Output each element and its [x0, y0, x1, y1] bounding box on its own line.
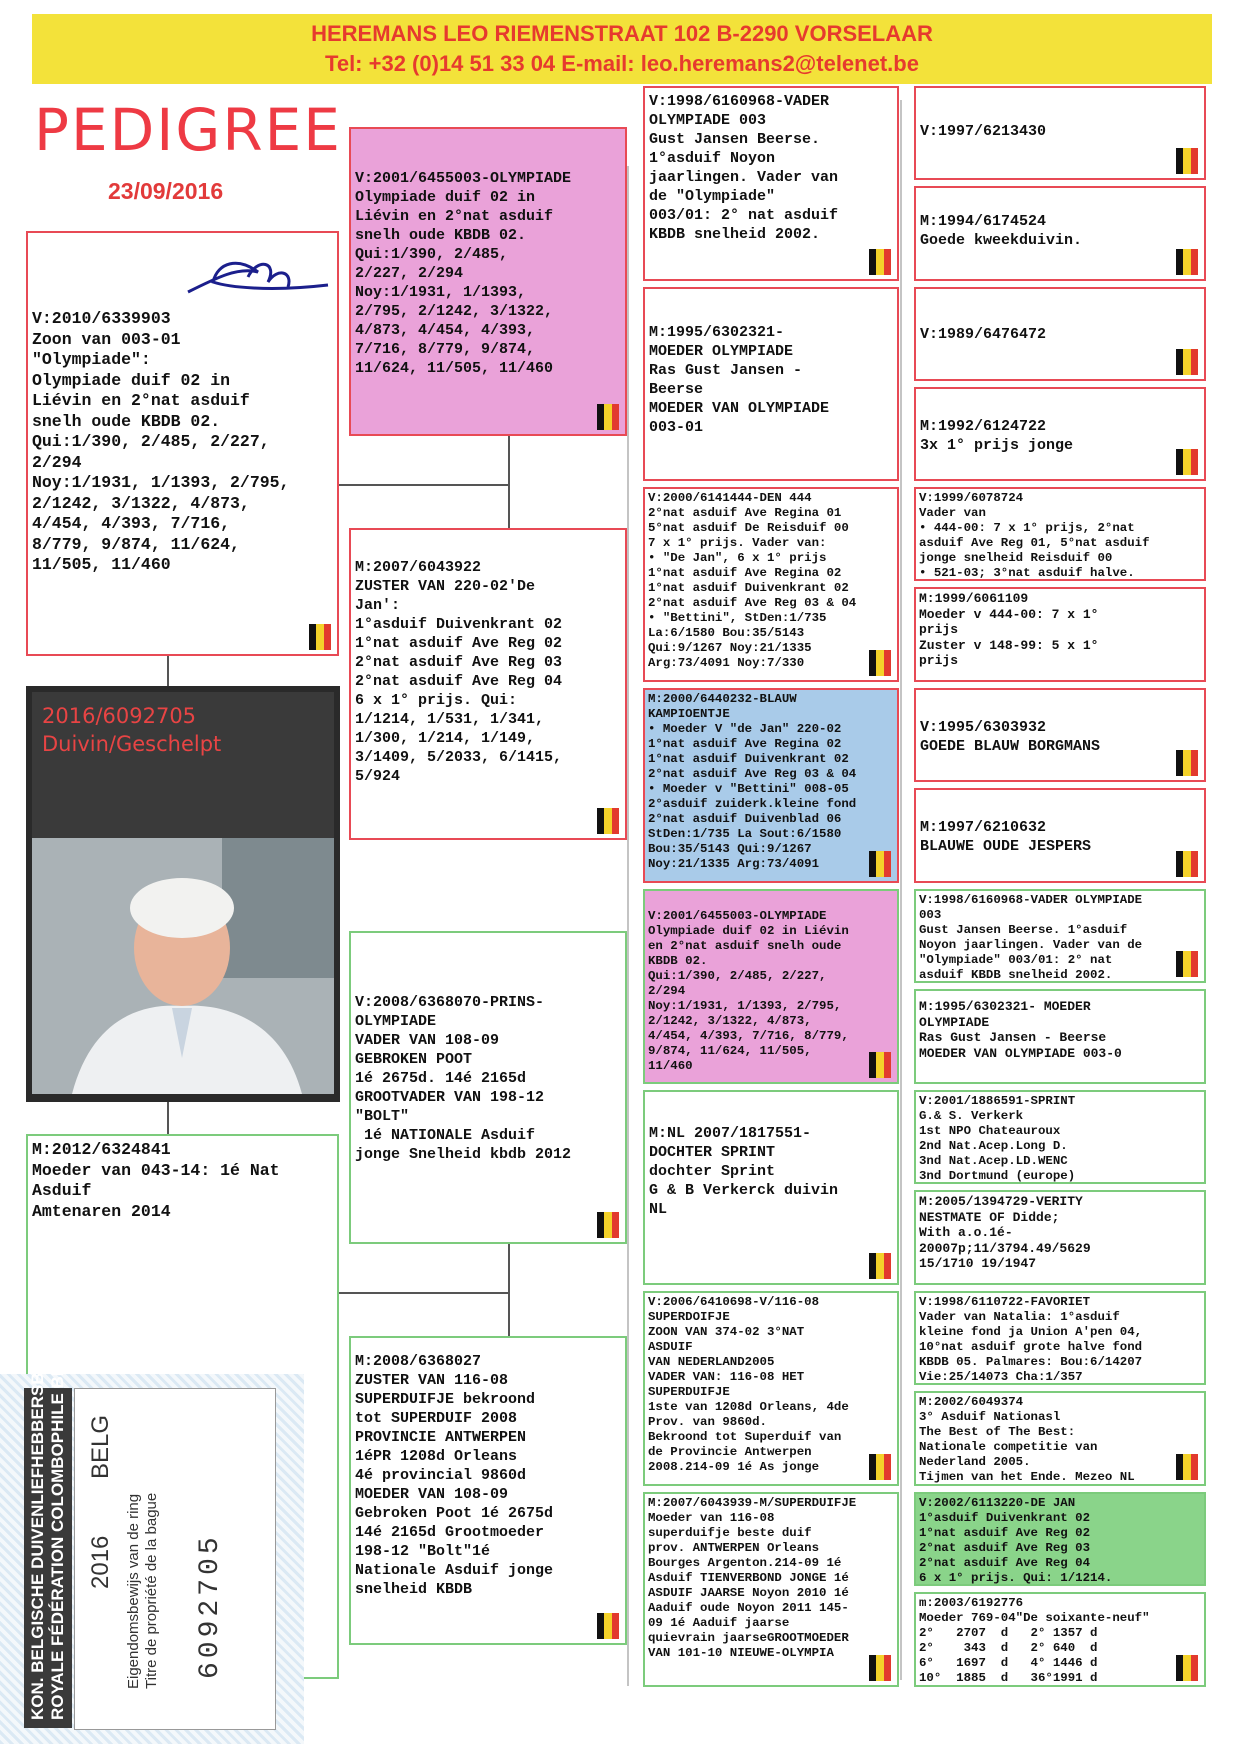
ring-certificate-band — [24, 1329, 72, 1728]
belgium-flag-icon — [597, 1613, 619, 1639]
ring-number: 6092705 — [195, 1533, 226, 1679]
belgium-flag-icon — [1176, 148, 1198, 174]
gen3-box-g — [643, 1291, 899, 1486]
dam-sire-text: V:2008/6368070-PRINS- OLYMPIADE VADER VAN 108-09 GEBROKEN POOT 1é 2675d. 14é 2165d GROOTVADER VAN 198-12 "BOLT" 1é NATIONALE Asduif jonge Snelheid kbdb 2012 — [355, 994, 572, 1163]
photo-ring-number: 2016/6092705 — [42, 704, 197, 728]
gen3-box-a — [643, 86, 899, 281]
ring-year: 2016 — [87, 1535, 114, 1589]
belgium-flag-icon — [309, 624, 331, 650]
belgium-flag-icon — [869, 851, 891, 877]
gen4-box-m — [914, 1291, 1206, 1385]
photo-caption — [42, 702, 221, 758]
gen4-text-m: V:1998/6110722-FAVORIET Vader van Natalia: 1°asduif kleine fond ja Union A'pen 04, 10°nat asduif grote halve fond KBDB 05. Palmares: Bou:6/14207 Vie:25/14073 Cha:1/357 — [919, 1295, 1143, 1384]
gen4-text-d: M:1992/6124722 3x 1° prijs jonge — [920, 418, 1074, 454]
person-icon — [32, 838, 334, 1094]
ring-org-names — [28, 1330, 68, 1720]
pigeon-owner-photo — [26, 686, 340, 1102]
gen4-text-l: M:2005/1394729-VERITY NESTMATE OF Didde; With a.o.1é- 20007p;11/3794.49/5629 15/1710 19/1947 — [919, 1194, 1091, 1272]
connector-line — [508, 436, 510, 528]
connector-line — [337, 484, 509, 486]
gen4-text-f: M:1999/6061109 Moeder v 444-00: 7 x 1° prijs Zuster v 148-99: 5 x 1° prijs — [919, 591, 1099, 669]
gen4-box-i — [914, 889, 1206, 983]
belgium-flag-icon — [1176, 1655, 1198, 1681]
gen4-text-k: V:2001/1886591-SPRINT G.& S. Verkerk 1st NPO Chateauroux 2nd Nat.Acep.Long D. 3nd Nat.Acep.LD.WENC 3nd Dortmund (europe) — [919, 1094, 1076, 1183]
ring-certificate-card — [74, 1388, 276, 1730]
gen4-box-a — [914, 86, 1206, 180]
ring-country: BELG — [87, 1414, 114, 1479]
contact-line-address: HEREMANS LEO RIEMENSTRAAT 102 B-2290 VORSELAAR — [311, 21, 933, 46]
connector-line — [167, 1102, 169, 1134]
gen3-box-c — [643, 487, 899, 682]
connector-line — [337, 1292, 509, 1294]
gen3-box-f — [643, 1090, 899, 1285]
sire-box — [349, 127, 627, 436]
belgium-flag-icon — [869, 1454, 891, 1480]
gen3-text-h: M:2007/6043939-M/SUPERDUIFJE Moeder van 116-08 superduifje beste duif prov. ANTWERPEN Orleans Bourges Argenton.214-09 1é Asduif TIENVERBOND JONGE 1é ASDUIF JAARSE Noyon 2010 1é Aaduif oude Noyon 2011 145- 09 1é Aaduif jaarse quievrain jaarseGROOTMOEDER VAN 101-10 NIEUWE-OLYMPIA — [648, 1496, 857, 1660]
photo-description: Duivin/Geschelpt — [42, 732, 222, 756]
gen4-box-e — [914, 487, 1206, 581]
gen4-text-b: M:1994/6174524 Goede kweekduivin. — [920, 213, 1083, 249]
gen4-box-d — [914, 387, 1206, 481]
belgium-flag-icon — [1176, 1454, 1198, 1480]
ring-label-dutch: Eigendomsbewijs van de ring — [125, 1493, 142, 1689]
gen4-box-c — [914, 287, 1206, 381]
gen4-box-f — [914, 587, 1206, 682]
ring-org-french: ROYALE FÉDÉRATION COLOMBOPHILE BELGE — [48, 1329, 67, 1720]
sire-dam-text: M:2007/6043922 ZUSTER VAN 220-02'De Jan': 1°asduif Duivenkrant 02 1°nat asduif Ave Reg 02 2°nat asduif Ave Reg 03 2°nat asduif Ave Reg 04 6 x 1° prijs. Qui: 1/1214, 1/531, 1/341, 1/300, 1/214, 1/149, 3/1409, 5/2033, 6/1415, 5/924 — [355, 559, 563, 785]
contact-line-phone-email: Tel: +32 (0)14 51 33 04 E-mail: leo.heremans2@telenet.be — [325, 51, 919, 76]
sire-text: V:2001/6455003-OLYMPIADE Olympiade duif 02 in Liévin en 2°nat asduif snelh oude KBDB 02. Qui:1/390, 2/485, 2/227, 2/294 Noy:1/1931, 1/1393, 2/795, 2/1242, 3/1322, 4/873, 4/454, 4/393, 7/716, 8/779, 9/874, 11/624, 11/505, 11/460 — [355, 170, 572, 377]
gen4-text-o: V:2002/6113220-DE JAN 1°asduif Duivenkrant 02 1°nat asduif Ave Reg 02 2°nat asduif Ave Reg 03 2°nat asduif Ave Reg 04 6 x 1° prijs. Qui: 1/1214. — [919, 1496, 1113, 1585]
belgium-flag-icon — [869, 1655, 891, 1681]
ring-org-dutch: KON. BELGISCHE DUIVENLIEFHEBBERSBOND — [28, 1334, 47, 1720]
page-title: PEDIGREE — [34, 96, 342, 164]
gen4-text-e: V:1999/6078724 Vader van • 444-00: 7 x 1° prijs, 2°nat asduif Ave Reg 01, 5°nat asduif jonge snelheid Reisduif 00 • 521-03; 3°nat asduif halve. — [919, 491, 1150, 580]
gen4-box-j — [914, 989, 1206, 1084]
gen3-box-h — [643, 1492, 899, 1687]
gen4-box-p — [914, 1592, 1206, 1687]
contact-header — [32, 14, 1212, 84]
belgium-flag-icon — [869, 650, 891, 676]
gen4-text-p: m:2003/6192776 Moeder 769-04"De soixante-neuf" 2° 2707 d 2° 1357 d 2° 343 d 2° 640 d 6° 1697 d 4° 1446 d 10° 1885 d 36°1991 d — [919, 1596, 1150, 1685]
owner-portrait-image — [32, 838, 334, 1094]
gen3-box-e — [643, 889, 899, 1084]
gen4-box-g — [914, 688, 1206, 782]
gen4-text-i: V:1998/6160968-VADER OLYMPIADE 003 Gust Jansen Beerse. 1°asduif Noyon jaarlingen. Vader van de "Olympiade" 003/01: 2° nat asduif KBDB snelheid 2002. — [919, 893, 1143, 982]
connector-line — [508, 1244, 510, 1336]
belgium-flag-icon — [1176, 750, 1198, 776]
subject-dam-text: M:2012/6324841 Moeder van 043-14: 1é Nat Asduif Amtenaren 2014 — [32, 1140, 280, 1221]
connector-line — [627, 166, 629, 1686]
connector-line — [900, 100, 902, 1680]
belgium-flag-icon — [597, 1212, 619, 1238]
ring-labels — [125, 1493, 161, 1689]
dam-dam-box — [349, 1336, 627, 1645]
belgium-flag-icon — [1176, 851, 1198, 877]
subject-sire-box — [26, 231, 339, 656]
gen4-box-o — [914, 1492, 1206, 1586]
belgium-flag-icon — [869, 1052, 891, 1078]
photo-top-panel — [32, 692, 334, 838]
belgium-flag-icon — [597, 404, 619, 430]
gen4-text-j: M:1995/6302321- MOEDER OLYMPIADE Ras Gust Jansen - Beerse MOEDER VAN OLYMPIADE 003-0 — [919, 999, 1122, 1061]
belgium-flag-icon — [869, 1253, 891, 1279]
belgium-flag-icon — [1176, 349, 1198, 375]
gen4-box-b — [914, 186, 1206, 281]
ring-certificate — [0, 1329, 304, 1744]
gen3-text-g: V:2006/6410698-V/116-08 SUPERDOIFJE ZOON VAN 374-02 3°NAT ASDUIF VAN NEDERLAND2005 VADER VAN: 116-08 HET SUPERDUIFJE 1ste van 1208d Orleans, 4de Prov. van 9860d. Bekroond tot Superduif van de Provincie Antwerpen 2008.214-09 1é As jonge — [648, 1295, 849, 1474]
gen4-text-a: V:1997/6213430 — [920, 123, 1047, 140]
gen3-text-d: M:2000/6440232-BLAUW KAMPIOENTJE • Moeder V "de Jan" 220-02 1°nat asduif Ave Regina 02 1°nat asduif Duivenkrant 02 2°nat asduif Ave Reg 03 & 04 • Moeder v "Bettini" 008-05 2°asduif zuiderk.kleine fond 2°nat asduif Duivenblad 06 StDen:1/735 La Sout:6/1580 Bou:35/5143 Qui:9/1267 Noy:21/1335 Arg:73/4091 — [648, 692, 857, 871]
sire-dam-box — [349, 528, 627, 840]
gen4-text-c: V:1989/6476472 — [920, 326, 1047, 343]
gen4-text-g: V:1995/6303932 GOEDE BLAUW BORGMANS — [920, 719, 1101, 755]
gen3-box-b — [643, 287, 899, 481]
gen3-text-f: M:NL 2007/1817551- DOCHTER SPRINT dochter Sprint G & B Verkerck duivin NL — [649, 1125, 839, 1218]
belgium-flag-icon — [1176, 249, 1198, 275]
dam-sire-box — [349, 931, 627, 1244]
gen4-text-n: M:2002/6049374 3° Asduif Nationasl The Best of The Best: Nationale competitie van Nederland 2005. Tijmen van het Ende. Mezeo NL — [919, 1395, 1135, 1484]
gen3-text-b: M:1995/6302321- MOEDER OLYMPIADE Ras Gust Jansen - Beerse MOEDER VAN OLYMPIADE 003-01 — [649, 324, 830, 436]
connector-line — [167, 656, 169, 686]
signature-icon — [178, 247, 338, 307]
belgium-flag-icon — [597, 808, 619, 834]
belgium-flag-icon — [1176, 449, 1198, 475]
gen4-box-n — [914, 1391, 1206, 1486]
ring-label-french: Titre de propriété de la bague — [143, 1492, 160, 1689]
subject-sire-text: V:2010/6339903 Zoon van 003-01 "Olympiade": Olympiade duif 02 in Liévin en 2°nat asduif snelh oude KBDB 02. Qui:1/390, 2/485, 2/227, 2/294 Noy:1/1931, 1/1393, 2/795, 2/1242, 3/1322, 4/873, 4/454, 4/393, 7/716, 8/779, 9/874, 11/624, 11/505, 11/460 — [32, 309, 290, 574]
gen4-box-l — [914, 1190, 1206, 1285]
gen3-text-e: V:2001/6455003-OLYMPIADE Olympiade duif 02 in Liévin en 2°nat asduif snelh oude KBDB 02. Qui:1/390, 2/485, 2/227, 2/294 Noy:1/1931, 1/1393, 2/795, 2/1242, 3/1322, 4/873, 4/454, 4/393, 7/716, 8/779, 9/874, 11/624, 11/505, 11/460 — [648, 909, 849, 1073]
gen3-text-c: V:2000/6141444-DEN 444 2°nat asduif Ave Regina 01 5°nat asduif De Reisduif 00 7 x 1° prijs. Vader van: • "De Jan", 6 x 1° prijs 1°nat asduif Ave Regina 02 1°nat asduif Duivenkrant 02 2°nat asduif Ave Reg 03 & 04 • "Bettini", StDen:1/735 La:6/1580 Bou:35/5143 Qui:9/1267 Noy:21/1335 Arg:73/4091 Noy:7/330 — [648, 491, 857, 670]
gen4-box-k — [914, 1090, 1206, 1184]
dam-dam-text: M:2008/6368027 ZUSTER VAN 116-08 SUPERDUIFJE bekroond tot SUPERDUIF 2008 PROVINCIE ANTWERPEN 1éPR 1208d Orleans 4é provincial 9860d MOEDER VAN 108-09 Gebroken Poot 1é 2675d 14é 2165d Grootmoeder 198-12 "Bolt"1é Nationale Asduif jonge snelheid KBDB — [355, 1353, 554, 1598]
belgium-flag-icon — [869, 249, 891, 275]
gen3-box-d — [643, 688, 899, 883]
gen4-text-h: M:1997/6210632 BLAUWE OUDE JESPERS — [920, 819, 1092, 855]
gen3-text-a: V:1998/6160968-VADER OLYMPIADE 003 Gust Jansen Beerse. 1°asduif Noyon jaarlingen. Vader van de "Olympiade" 003/01: 2° nat asduif KBDB snelheid 2002. — [649, 93, 839, 243]
gen4-box-h — [914, 788, 1206, 883]
pedigree-date: 23/09/2016 — [108, 178, 224, 204]
belgium-flag-icon — [1176, 951, 1198, 977]
